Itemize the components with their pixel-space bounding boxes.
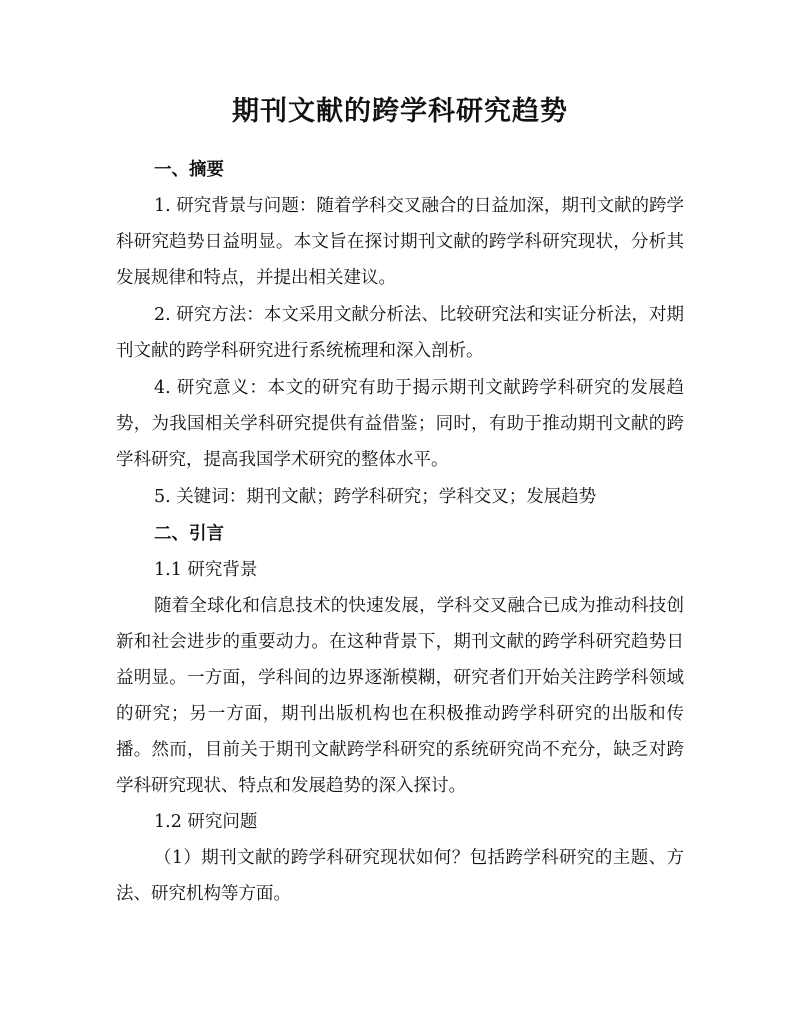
subsection-heading-questions: 1.2 研究问题 [154,812,258,832]
research-question-1: （1）期刊文献的跨学科研究现状如何？包括跨学科研究的主题、方法、研究机构等方面。 [116,848,684,904]
subsection-heading-background: 1.1 研究背景 [154,560,258,580]
abstract-item-significance: 4. 研究意义：本文的研究有助于揭示期刊文献跨学科研究的发展趋势，为我国相关学科研究提供有益借鉴；同时，有助于推动期刊文献的跨学科研究，提高我国学术研究的整体水平。 [116,378,684,470]
page-title: 期刊文献的跨学科研究趋势 [232,96,568,127]
section-heading-introduction: 二、引言 [154,524,224,544]
abstract-item-methods: 2. 研究方法：本文采用文献分析法、比较研究法和实证分析法，对期刊文献的跨学科研究进行系统梳理和深入剖析。 [116,305,684,361]
abstract-item-keywords: 5. 关键词：期刊文献；跨学科研究；学科交叉；发展趋势 [154,487,597,507]
abstract-item-background: 1. 研究背景与问题：随着学科交叉融合的日益加深，期刊文献的跨学科研究趋势日益明显。本文旨在探讨期刊文献的跨学科研究现状，分析其发展规律和特点，并提出相关建议。 [116,196,684,288]
document-body [116,90,684,912]
section-heading-abstract: 一、摘要 [154,160,224,180]
background-paragraph: 随着全球化和信息技术的快速发展，学科交叉融合已成为推动科技创新和社会进步的重要动力。在这种背景下，期刊文献的跨学科研究趋势日益明显。一方面，学科间的边界逐渐模糊，研究者们开始关注跨学科领域的研究；另一方面，期刊出版机构也在积极推动跨学科研究的出版和传播。然而，目前关于期刊文献跨学科研究的系统研究尚不充分，缺乏对跨学科研究现状、特点和发展趋势的深入探讨。 [116,596,684,796]
